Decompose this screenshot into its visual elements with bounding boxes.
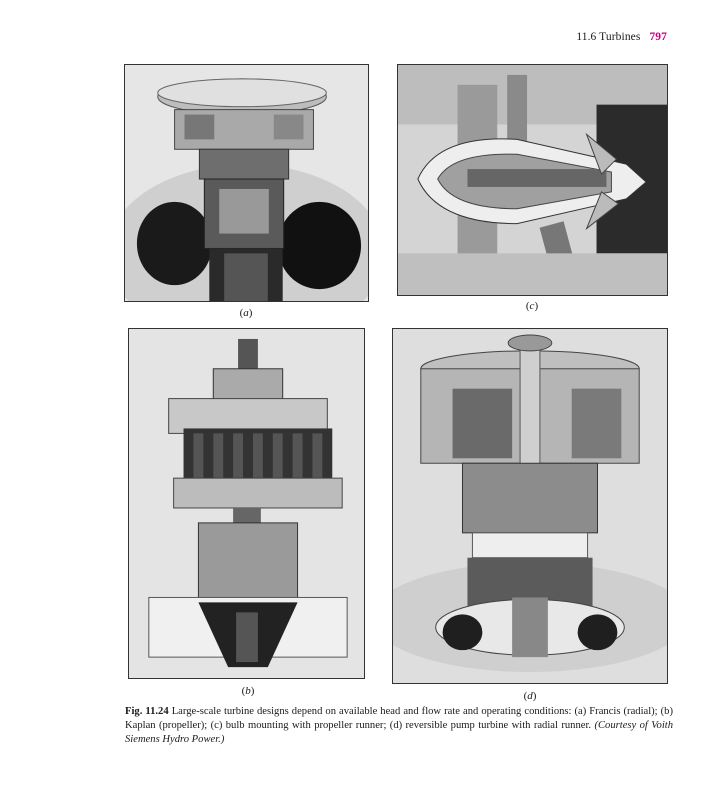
figure-caption (125, 705, 673, 747)
caption-courtesy: (Courtesy of Voith Siemens Hydro Power.) (125, 720, 674, 745)
page-number: 797 (649, 31, 667, 43)
pump-turbine-illustration (393, 329, 667, 683)
panel-label-d: (d) (523, 690, 537, 702)
figure-panel-d (392, 328, 668, 684)
panel-label-a: (a) (239, 307, 253, 319)
bulb-turbine-illustration (398, 65, 667, 295)
kaplan-turbine-illustration (129, 329, 364, 678)
figure-number: Fig. 11.24 (125, 706, 169, 717)
running-head-section: 11.6 Turbines (576, 31, 641, 43)
francis-turbine-illustration (125, 65, 368, 301)
figure-panel-b (128, 328, 365, 679)
panel-label-b: (b) (241, 685, 255, 697)
caption-text: Large-scale turbine designs depend on available head and flow rate and operating conditions: (a) Francis (radial); (b) Kaplan (propeller); (c) bulb mounting with propeller runner; (d) reversible pump turbine with radial runner. (125, 706, 674, 731)
figure-panel-a (124, 64, 369, 302)
running-head (576, 31, 667, 43)
figure-panel-c (397, 64, 668, 296)
panel-label-c: (c) (525, 300, 539, 312)
